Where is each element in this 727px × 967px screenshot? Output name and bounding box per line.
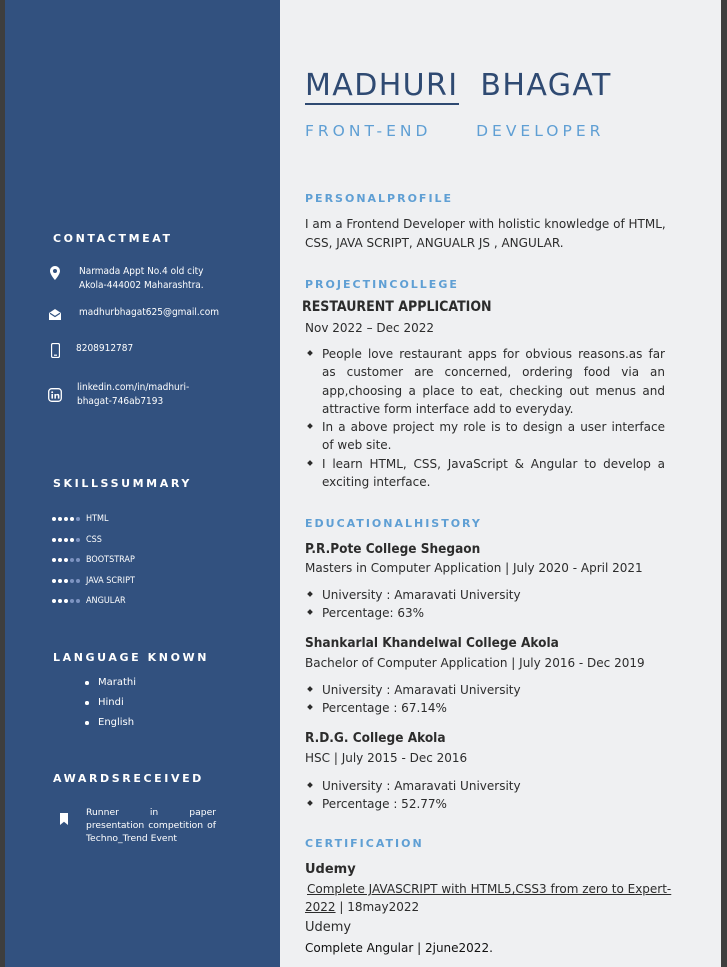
skill-item <box>52 534 102 546</box>
mail-icon <box>47 306 63 322</box>
cert-course-title-line2[interactable]: 2022 <box>305 900 336 914</box>
education-degree: Masters in Computer Application | July 2020 - April 2021 <box>305 561 643 575</box>
skill-label: HTML <box>86 514 109 524</box>
cert-provider: Udemy <box>305 920 352 935</box>
skill-level-dot <box>58 517 62 521</box>
skill-level-dot <box>52 599 56 603</box>
skills-heading: SKILLSSUMMARY <box>53 477 192 490</box>
skill-level-dots <box>52 599 86 603</box>
awards-heading: AWARDSRECEIVED <box>53 772 204 785</box>
education-percentage: Percentage: 63% <box>305 604 665 622</box>
project-title: RESTAURENT APPLICATION <box>302 299 492 315</box>
email-link[interactable]: madhurbhagat625@gmail.com <box>79 307 219 318</box>
education-percentage: Percentage : 67.14% <box>305 699 665 717</box>
skill-level-dot <box>70 579 74 583</box>
project-bullet: I learn HTML, CSS, JavaScript & Angular to develop a exciting interface. <box>305 455 665 492</box>
education-heading: EDUCATIONALHISTORY <box>305 517 482 530</box>
contact-email <box>47 306 257 322</box>
project-dates: Nov 2022 – Dec 2022 <box>305 321 434 335</box>
linkedin-link[interactable]: linkedin.com/in/madhuri- bhagat-746ab7193 <box>77 382 190 407</box>
profile-text: I am a Frontend Developer with holistic knowledge of HTML, CSS, JAVA SCRIPT, ANGUALR JS , ANGULAR. <box>305 217 666 250</box>
education-percentage: Percentage : 52.77% <box>305 795 665 813</box>
education-university: University : Amaravati University <box>305 777 665 795</box>
skill-label: BOOTSTRAP <box>86 555 135 565</box>
education-degree: Bachelor of Computer Application | July 2016 - Dec 2019 <box>305 656 645 670</box>
main-content <box>280 0 721 967</box>
last-name: BHAGAT <box>480 68 612 103</box>
award-item <box>60 806 216 845</box>
project-bullet: In a above project my role is to design a user interface of web site. <box>305 418 665 455</box>
address-text: Narmada Appt No.4 old city Akola-444002 Maharashtra. <box>79 266 204 291</box>
profile-heading: PERSONALPROFILE <box>305 192 454 205</box>
skill-label: CSS <box>86 535 102 545</box>
cert-course-link[interactable] <box>307 882 671 896</box>
skill-level-dot <box>64 538 68 542</box>
language-item: Hindi <box>85 693 136 713</box>
education-school: Shankarlal Khandelwal College Akola <box>305 635 559 651</box>
skill-level-dot <box>58 538 62 542</box>
skill-level-dot <box>52 558 56 562</box>
location-pin-icon <box>47 265 63 281</box>
skill-level-dot <box>64 517 68 521</box>
certification-heading: CERTIFICATION <box>305 837 424 850</box>
language-item: English <box>85 713 136 733</box>
resume-page <box>5 0 721 967</box>
education-details <box>305 681 665 718</box>
education-university: University : Amaravati University <box>305 681 665 699</box>
contact-linkedin <box>47 381 257 409</box>
education-details <box>305 777 665 814</box>
cert-course-second-line <box>305 900 419 914</box>
skill-level-dots <box>52 538 86 542</box>
cert-provider: Udemy <box>305 862 356 877</box>
skill-item <box>52 513 109 525</box>
project-heading: PROJECTINCOLLEGE <box>305 278 459 291</box>
skill-level-dot <box>64 599 68 603</box>
skill-level-dots <box>52 579 86 583</box>
skill-level-dots <box>52 517 86 521</box>
cert-course-title-line1[interactable]: Complete JAVASCRIPT with HTML5,CSS3 from zero to Expert- <box>307 882 672 896</box>
skill-level-dot <box>76 599 80 603</box>
first-name: MADHURI <box>305 68 459 103</box>
phone-text: 8208912787 <box>76 343 134 354</box>
education-details <box>305 586 665 623</box>
languages-list <box>85 673 136 733</box>
skill-level-dot <box>52 579 56 583</box>
skill-level-dot <box>76 579 80 583</box>
education-university: University : Amaravati University <box>305 586 665 604</box>
skill-level-dot <box>70 517 74 521</box>
skill-level-dot <box>58 579 62 583</box>
skill-item <box>52 595 126 607</box>
skill-level-dot <box>64 579 68 583</box>
skill-level-dot <box>58 599 62 603</box>
skill-level-dots <box>52 558 86 562</box>
contact-phone <box>47 342 257 358</box>
skill-level-dot <box>70 599 74 603</box>
cert-course: Complete Angular | 2june2022. <box>305 941 493 955</box>
skill-label: ANGULAR <box>86 596 126 606</box>
cert-course-date: | 18may2022 <box>335 900 420 914</box>
bookmark-icon <box>60 810 68 845</box>
contact-address <box>47 265 257 293</box>
candidate-name <box>305 68 612 103</box>
skill-item <box>52 575 135 587</box>
education-school: P.R.Pote College Shegaon <box>305 541 481 557</box>
job-title <box>305 122 604 140</box>
skill-level-dot <box>76 538 80 542</box>
job-title-part1: FRONT-END <box>305 122 432 140</box>
skill-level-dot <box>76 517 80 521</box>
skill-level-dot <box>70 538 74 542</box>
skill-item <box>52 554 135 566</box>
sidebar <box>5 0 280 967</box>
job-title-part2: DEVELOPER <box>476 122 605 140</box>
skill-level-dot <box>52 538 56 542</box>
award-text: Runner in paper presentation competition of Techno_Trend Event <box>86 807 216 844</box>
skill-level-dot <box>64 558 68 562</box>
language-item: Marathi <box>85 673 136 693</box>
skill-level-dot <box>76 558 80 562</box>
skill-level-dot <box>52 517 56 521</box>
mobile-phone-icon <box>47 342 63 358</box>
linkedin-icon <box>47 387 63 403</box>
skill-level-dot <box>58 558 62 562</box>
skill-level-dot <box>70 558 74 562</box>
languages-heading: LANGUAGE KNOWN <box>53 651 210 664</box>
project-bullet: People love restaurant apps for obvious reasons.as far as customer are concerned, ordering food via an app,choosing a place to eat, checking out menus and attractive form interface add to everyday. <box>305 345 665 418</box>
education-degree: HSC | July 2015 - Dec 2016 <box>305 751 468 765</box>
project-bullets <box>305 345 665 491</box>
skill-label: JAVA SCRIPT <box>86 576 135 586</box>
contact-heading: CONTACTMEAT <box>53 232 173 245</box>
education-school: R.D.G. College Akola <box>305 730 446 746</box>
